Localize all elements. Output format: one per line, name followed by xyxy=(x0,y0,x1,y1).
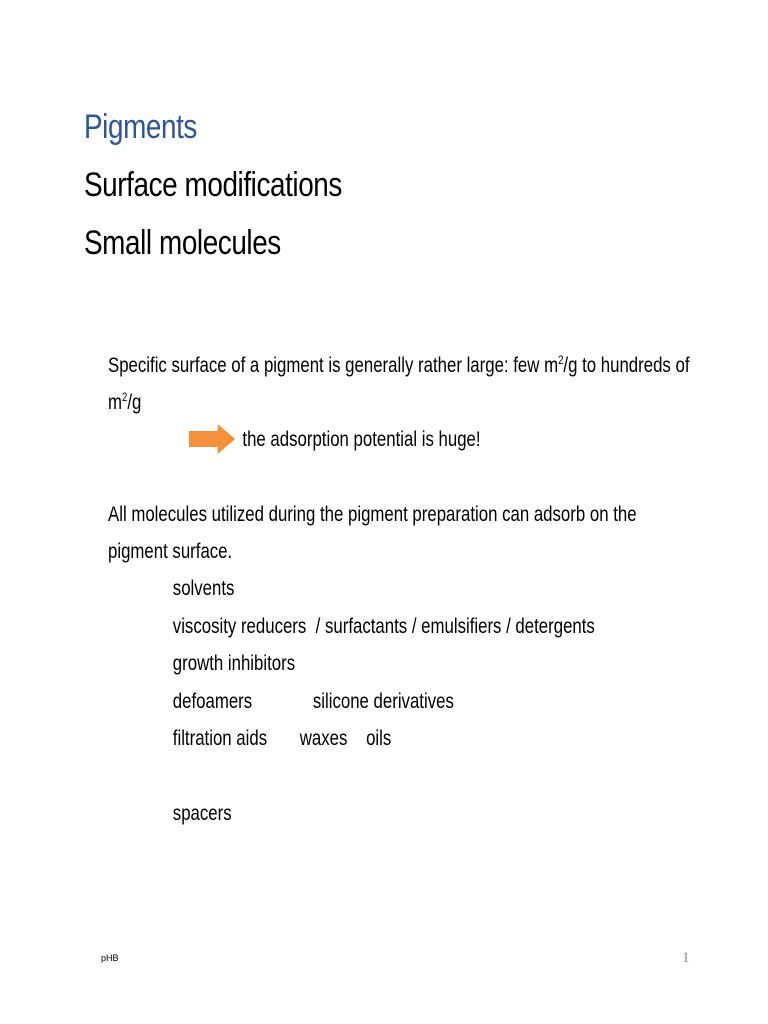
footer-author: pHB xyxy=(101,953,119,963)
adsorption-text: the adsorption potential is huge! xyxy=(242,428,481,451)
list-item: filtration aids waxes oils xyxy=(172,727,392,750)
para1-sup-1: 2 xyxy=(558,353,564,367)
right-arrow-icon xyxy=(189,424,235,454)
molecules-paragraph xyxy=(108,496,637,570)
page-number: 1 xyxy=(682,950,690,966)
para1-text-2: /g to hundreds of xyxy=(563,354,690,377)
para1-text-1: Specific surface of a pigment is generally rather large: few m xyxy=(108,354,559,377)
slide-title xyxy=(84,98,342,272)
para1-sup-2: 2 xyxy=(122,390,128,404)
para1-text-3: m xyxy=(108,391,122,414)
list-item-spacers: spacers xyxy=(172,801,232,825)
list-item: viscosity reducers / surfactants / emulsifiers / detergents xyxy=(172,614,595,638)
molecule-list xyxy=(108,570,620,832)
para2-line-1: All molecules utilized during the pigment preparation can adsorb on the xyxy=(108,503,637,526)
list-item: solvents xyxy=(172,577,235,600)
para1-text-4: /g xyxy=(127,391,142,414)
adsorption-arrow-line xyxy=(108,421,620,458)
slide-body xyxy=(108,347,690,832)
para2-line-2: pigment surface. xyxy=(108,540,233,563)
list-item: defoamers silicone derivatives xyxy=(172,689,454,713)
list-item: growth inhibitors xyxy=(172,652,296,675)
title-line-surface-modifications: Surface modifications xyxy=(84,166,342,204)
specific-surface-paragraph xyxy=(108,347,690,421)
title-line-small-molecules: Small molecules xyxy=(84,224,281,262)
title-line-pigments: Pigments xyxy=(84,108,197,146)
